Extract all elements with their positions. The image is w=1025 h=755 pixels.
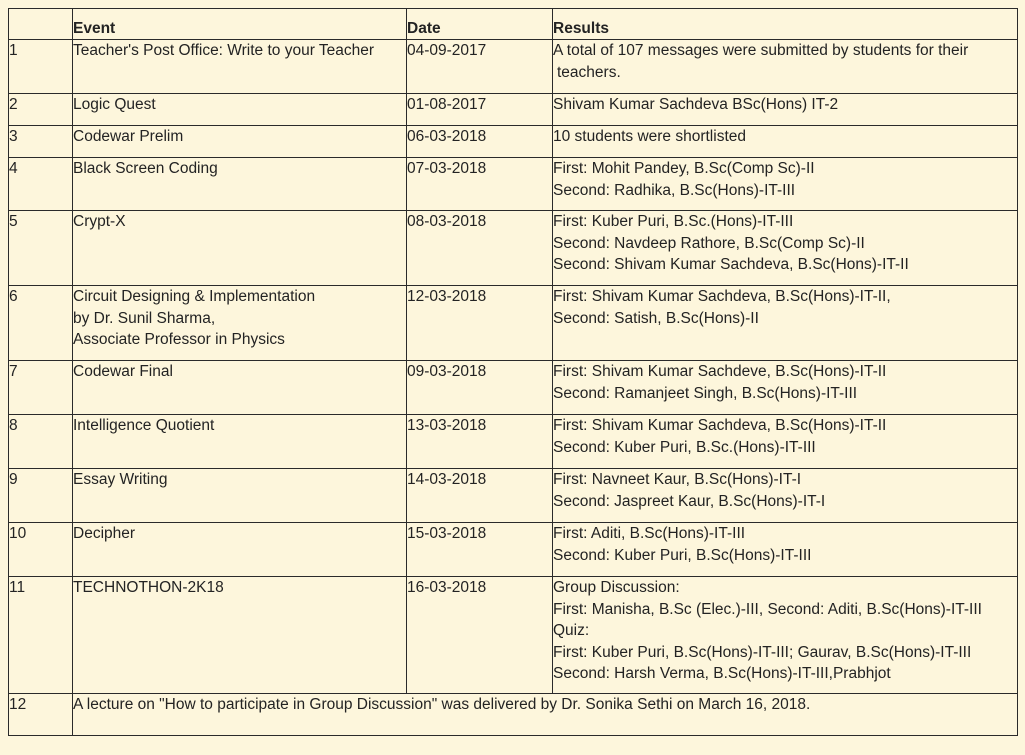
row-number: 10: [9, 523, 73, 577]
row-date: 07-03-2018: [407, 158, 553, 211]
event-line: TECHNOTHON-2K18: [73, 579, 224, 596]
row-date: 13-03-2018: [407, 415, 553, 469]
row-date: 04-09-2017: [407, 40, 553, 94]
table-row: [9, 523, 1018, 577]
row-number: 5: [9, 211, 73, 286]
row-results: [553, 361, 1018, 415]
result-line: Second: Shivam Kumar Sachdeva, B.Sc(Hons)-IT-II: [553, 256, 909, 273]
row-date: 15-03-2018: [407, 523, 553, 577]
row-event: [73, 40, 407, 94]
row-event: [73, 361, 407, 415]
event-line: Codewar Final: [73, 363, 173, 380]
result-line: First: Shivam Kumar Sachdeva, B.Sc(Hons)-IT-II: [553, 417, 887, 434]
row-date: 01-08-2017: [407, 94, 553, 126]
result-line: teachers.: [557, 63, 621, 81]
row-number: 6: [9, 286, 73, 361]
event-line: Circuit Designing & Implementation: [73, 288, 316, 305]
result-line: Second: Jaspreet Kaur, B.Sc(Hons)-IT-I: [553, 492, 826, 510]
result-line: First: Manisha, B.Sc (Elec.)-III, Second: Aditi, B.Sc(Hons)-IT-III: [553, 600, 982, 618]
row-event: [73, 158, 407, 211]
row-results: [553, 577, 1018, 694]
result-line: Second: Satish, B.Sc(Hons)-II: [553, 309, 759, 327]
table-row: [9, 415, 1018, 469]
event-line: Decipher: [73, 525, 136, 542]
event-line: Crypt-X: [73, 213, 126, 230]
event-line: Black Screen Coding: [73, 160, 218, 177]
row-results: [553, 415, 1018, 469]
result-line: Second: Ramanjeet Singh, B.Sc(Hons)-IT-III: [553, 384, 858, 402]
row-event: [73, 523, 407, 577]
events-table: [8, 8, 1018, 736]
row-number: 8: [9, 415, 73, 469]
row-number: 11: [9, 577, 73, 694]
row-results: [553, 469, 1018, 523]
row-date: 16-03-2018: [407, 577, 553, 694]
row-results: [553, 286, 1018, 361]
row-number: 3: [9, 126, 73, 158]
table-row: [9, 361, 1018, 415]
row-date: 12-03-2018: [407, 286, 553, 361]
row-event: [73, 469, 407, 523]
table-row: [9, 286, 1018, 361]
row-event: [73, 94, 407, 126]
result-line: First: Kuber Puri, B.Sc(Hons)-IT-III; Gaurav, B.Sc(Hons)-IT-III: [553, 643, 972, 661]
result-line: Shivam Kumar Sachdeva BSc(Hons) IT-2: [553, 96, 839, 113]
table-body: [9, 40, 1018, 736]
result-line: First: Mohit Pandey, B.Sc(Comp Sc)-II: [553, 160, 815, 177]
table-row: [9, 211, 1018, 286]
table-row: [9, 94, 1018, 126]
event-line: Logic Quest: [73, 96, 156, 113]
row-date: 14-03-2018: [407, 469, 553, 523]
event-line: Intelligence Quotient: [73, 417, 215, 434]
row-date: 08-03-2018: [407, 211, 553, 286]
row-results: [553, 94, 1018, 126]
result-line: First: Aditi, B.Sc(Hons)-IT-III: [553, 525, 746, 542]
result-line: Group Discussion:: [553, 579, 680, 596]
table-row: [9, 158, 1018, 211]
row-results: [553, 40, 1018, 94]
row-lecture-note: [73, 694, 1018, 736]
event-line: Associate Professor in Physics: [73, 331, 285, 348]
event-line: Teacher's Post Office: Write to your Teacher: [73, 42, 375, 59]
header-results: Results: [553, 9, 1018, 40]
row-number: 4: [9, 158, 73, 211]
row-results: [553, 211, 1018, 286]
result-line: A total of 107 messages were submitted by students for their: [553, 42, 969, 59]
table-header-row: [9, 9, 1018, 40]
result-line: Second: Kuber Puri, B.Sc(Hons)-IT-III: [553, 546, 812, 564]
event-line: Codewar Prelim: [73, 128, 184, 145]
row-number: 9: [9, 469, 73, 523]
result-line: Second: Kuber Puri, B.Sc.(Hons)-IT-III: [553, 438, 816, 456]
event-line: by Dr. Sunil Sharma,: [73, 309, 216, 327]
row-event: [73, 126, 407, 158]
table-row: [9, 126, 1018, 158]
result-line: First: Shivam Kumar Sachdeve, B.Sc(Hons)-IT-II: [553, 363, 887, 380]
result-line: Quiz:: [553, 622, 590, 639]
result-line: Second: Harsh Verma, B.Sc(Hons)-IT-III,Prabhjot: [553, 665, 891, 682]
result-line: 10 students were shortlisted: [553, 128, 746, 145]
table-row: [9, 577, 1018, 694]
lecture-note-text: A lecture on "How to participate in Group Discussion" was delivered by Dr. Sonika Sethi on March 16, 2018.: [73, 696, 811, 713]
row-event: [73, 577, 407, 694]
row-event: [73, 415, 407, 469]
header-number: [9, 9, 73, 40]
row-results: [553, 158, 1018, 211]
result-line: First: Shivam Kumar Sachdeva, B.Sc(Hons)-IT-II,: [553, 288, 891, 305]
row-event: [73, 211, 407, 286]
row-date: 06-03-2018: [407, 126, 553, 158]
row-date: 09-03-2018: [407, 361, 553, 415]
result-line: Second: Radhika, B.Sc(Hons)-IT-III: [553, 181, 796, 199]
result-line: Second: Navdeep Rathore, B.Sc(Comp Sc)-II: [553, 234, 865, 252]
row-results: [553, 126, 1018, 158]
row-number: 1: [9, 40, 73, 94]
result-line: First: Navneet Kaur, B.Sc(Hons)-IT-I: [553, 471, 802, 488]
row-results: [553, 523, 1018, 577]
event-line: Essay Writing: [73, 471, 168, 488]
table-row: [9, 40, 1018, 94]
table-row-lecture: [9, 694, 1018, 736]
result-line: First: Kuber Puri, B.Sc.(Hons)-IT-III: [553, 213, 794, 230]
row-event: [73, 286, 407, 361]
header-event: Event: [73, 9, 407, 40]
table-row: [9, 469, 1018, 523]
header-date: Date: [407, 9, 553, 40]
row-number: 7: [9, 361, 73, 415]
row-number: 12: [9, 694, 73, 736]
row-number: 2: [9, 94, 73, 126]
